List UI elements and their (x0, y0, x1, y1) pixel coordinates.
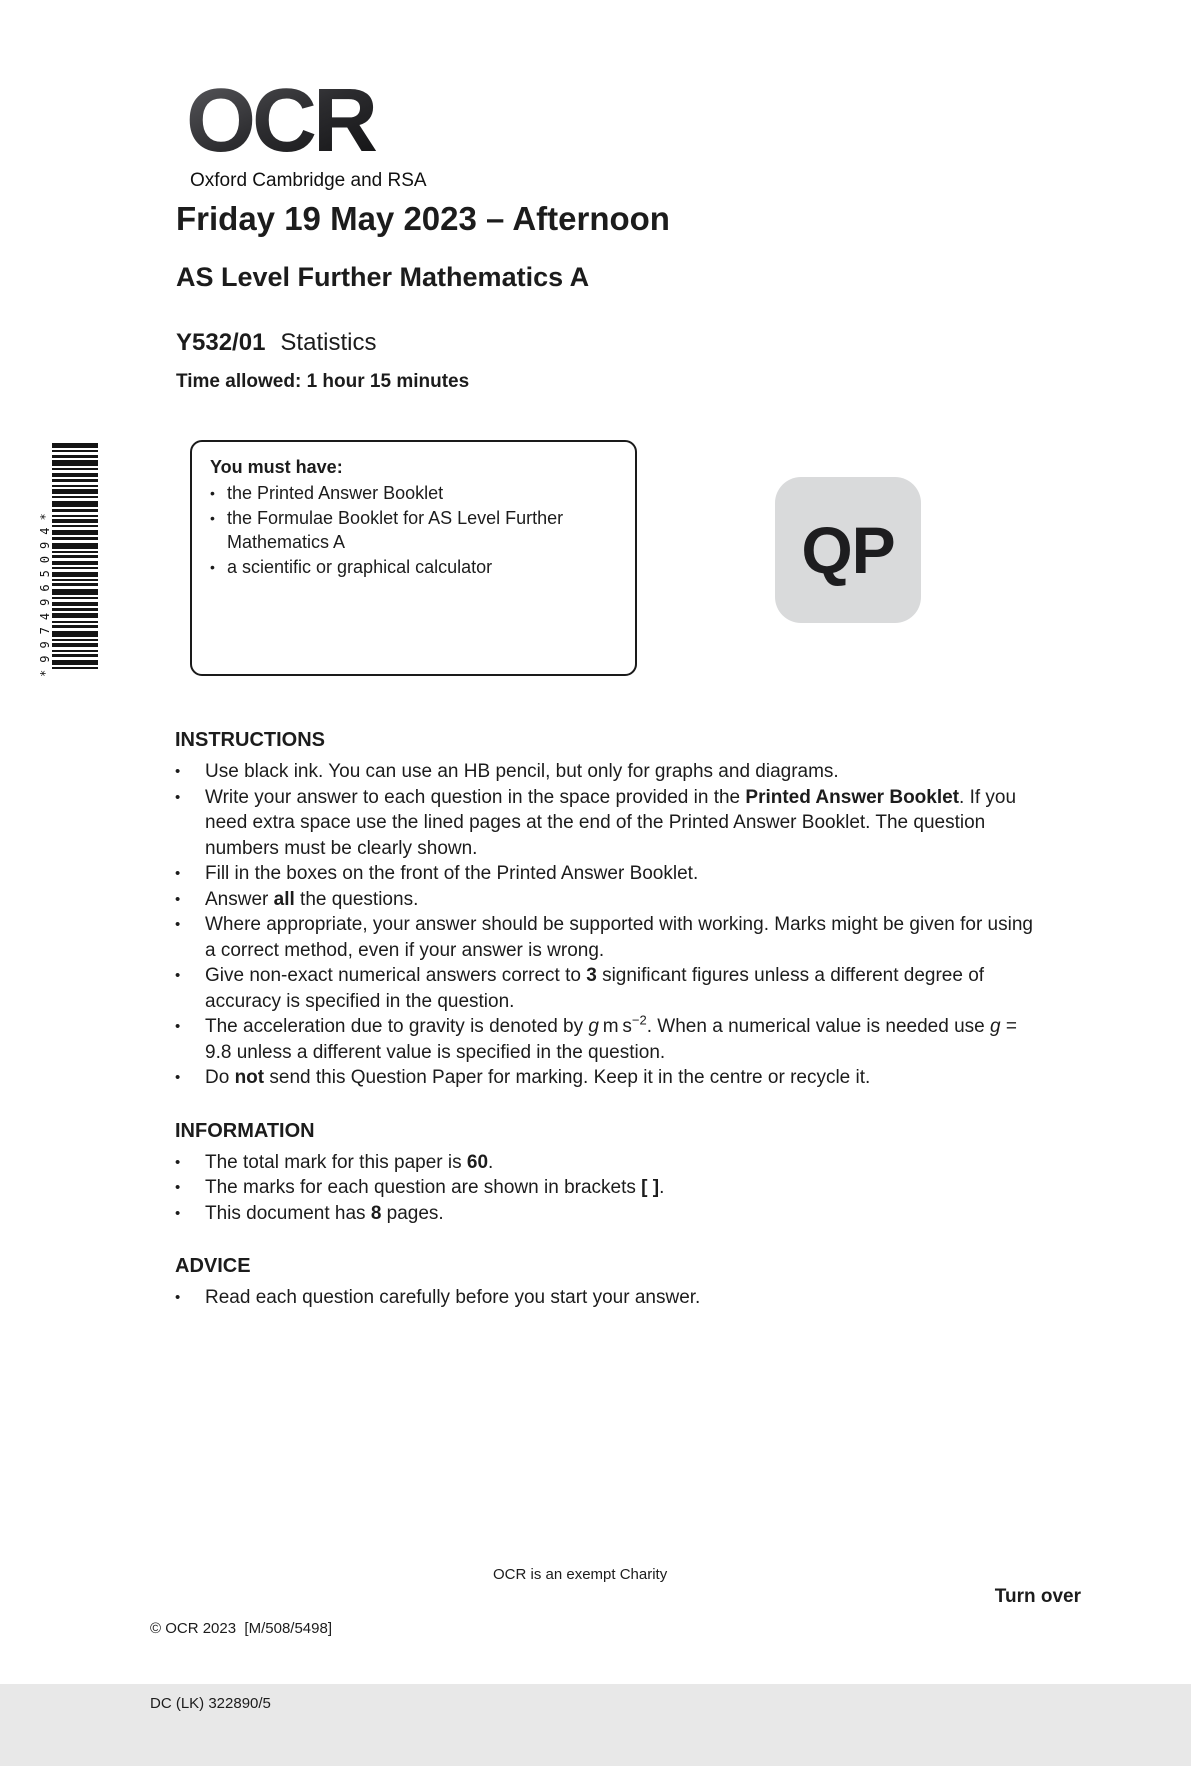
list-item-text: Do not send this Question Paper for marking. Keep it in the centre or recycle it. (205, 1067, 871, 1088)
barcode-bar (52, 515, 98, 517)
must-have-title: You must have: (210, 457, 343, 477)
barcode-bar (52, 555, 98, 558)
list-item (175, 887, 1043, 913)
section-instructions (175, 729, 1043, 1091)
must-have-item-text: a scientific or graphical calculator (227, 556, 493, 577)
barcode-label: *9974965094* (38, 506, 52, 677)
ocr-logo (186, 71, 427, 192)
bullet-icon: • (175, 1069, 181, 1086)
barcode-bar (52, 650, 98, 652)
must-have-item-text: the Formulae Booklet for AS Level Further Mathematics A (227, 507, 564, 552)
section-bullet-list (175, 1150, 1043, 1227)
barcode-bar (52, 621, 98, 623)
bullet-icon: • (175, 1179, 181, 1196)
barcode-bar (52, 602, 98, 606)
barcode-bar (52, 530, 98, 535)
list-item (175, 785, 1043, 862)
bullet-icon: • (210, 558, 215, 575)
list-item (175, 1285, 1043, 1311)
section-heading: INFORMATION (175, 1119, 315, 1142)
barcode-bar (52, 496, 98, 498)
ocr-logo-text: OCR (186, 76, 427, 166)
paper-line (176, 329, 376, 357)
barcode-bar (52, 519, 98, 523)
barcode-bars-icon (52, 443, 98, 677)
list-item (175, 1201, 1043, 1227)
bullet-icon: • (210, 485, 215, 501)
barcode-bar (52, 583, 98, 586)
list-item-text: The acceleration due to gravity is denoted by g m $s^{-2}$. When a numerical value is needed use g = 9.8 unless a different value is specified in the question. (205, 1012, 1017, 1063)
bullet-icon: • (175, 1153, 181, 1171)
barcode-bar (52, 468, 98, 470)
list-item-text: The marks for each question are shown in brackets [ ]. (205, 1177, 665, 1198)
footer-charity: OCR is an exempt Charity (493, 1566, 668, 1583)
section-bullet-list (175, 1285, 1043, 1311)
barcode-bar (52, 509, 98, 512)
barcode-bar (52, 485, 98, 487)
list-item (175, 963, 1043, 1014)
barcode-bar (52, 551, 98, 553)
bullet-icon: • (175, 788, 181, 806)
barcode-bar (52, 613, 98, 618)
paper-code: Y532/01 (176, 329, 266, 356)
list-item (175, 1014, 1043, 1065)
bullet-icon: • (175, 967, 181, 984)
barcode-bar (52, 639, 98, 641)
footer-copyright: © OCR 2023 [M/508/5498] (150, 1620, 332, 1637)
qp-badge (775, 477, 921, 623)
barcode-bar (52, 525, 98, 527)
list-item-text: The total mark for this paper is 60. (205, 1151, 494, 1173)
list-item-text: Fill in the boxes on the front of the Printed Answer Booklet. (205, 863, 699, 884)
bullet-icon: • (175, 1204, 181, 1222)
list-item-text: This document has 8 pages. (205, 1202, 444, 1224)
section-heading: ADVICE (175, 1255, 251, 1277)
content-sections (175, 729, 1043, 1340)
barcode-bar (52, 625, 98, 628)
barcode-bar (52, 479, 98, 482)
must-have-box (190, 440, 637, 676)
qp-badge-label: QP (801, 513, 895, 587)
barcode-bar (52, 608, 98, 611)
ocr-logo-tagline: Oxford Cambridge and RSA (190, 170, 427, 191)
barcode-bar (52, 654, 98, 657)
bullet-icon: • (210, 509, 215, 526)
bullet-icon: • (175, 916, 181, 933)
barcode-bar (52, 572, 98, 577)
paper-name: Statistics (280, 329, 377, 356)
section-heading: INSTRUCTIONS (175, 729, 325, 751)
exam-date-title: Friday 19 May 2023 – Afternoon (176, 200, 670, 237)
barcode-bar (52, 501, 98, 507)
barcode-bar (52, 543, 98, 549)
bullet-icon: • (175, 1018, 181, 1035)
list-item-text: Answer all the questions. (205, 888, 419, 910)
must-have-item (210, 555, 619, 580)
barcode-bar (52, 579, 98, 581)
barcode-bar (52, 455, 98, 458)
list-item (175, 759, 1043, 785)
bullet-icon: • (175, 1289, 181, 1306)
must-have-item (210, 481, 619, 506)
barcode-bar (52, 561, 98, 565)
list-item-text: Read each question carefully before you start your answer. (205, 1287, 701, 1308)
list-item-text: Where appropriate, your answer should be supported with working. Marks might be given for using a correct method, even if your answer is wrong. (205, 914, 1033, 961)
barcode-bar (52, 589, 98, 595)
barcode-bar (52, 643, 98, 647)
footer-dc-code: DC (LK) 322890/5 (150, 1695, 271, 1712)
barcode-bar (52, 667, 98, 669)
must-have-list (210, 481, 619, 579)
section-bullet-list (175, 759, 1043, 1091)
bullet-icon: • (175, 890, 181, 908)
list-item-text: Write your answer to each question in the space provided in the Printed Answer Booklet. If you need extra space use the lined pages at the end of the Printed Answer Booklet. The question numbers must be clearly shown. (205, 786, 1017, 859)
list-item (175, 1065, 1043, 1091)
barcode-bar (52, 567, 98, 569)
barcode (36, 443, 98, 677)
must-have-item-text: the Printed Answer Booklet (227, 483, 444, 503)
list-item (175, 1175, 1043, 1201)
barcode-bar (52, 450, 98, 452)
footer-imprint (150, 1566, 332, 1766)
turn-over-label: Turn over (994, 1586, 1081, 1607)
bullet-icon: • (175, 865, 181, 882)
barcode-bar (52, 460, 98, 466)
section-information (175, 1120, 1043, 1227)
barcode-bar (52, 473, 98, 477)
barcode-bar (52, 489, 98, 494)
time-allowed: Time allowed: 1 hour 15 minutes (176, 371, 470, 392)
barcode-bar (52, 660, 98, 665)
list-item-text: Give non-exact numerical answers correct to 3 significant figures unless a different degree of accuracy is specified in the question. (205, 965, 985, 1012)
qualification-title: AS Level Further Mathematics A (176, 262, 590, 292)
section-advice (175, 1255, 1043, 1311)
list-item (175, 861, 1043, 887)
barcode-bar (52, 443, 98, 448)
barcode-bar (52, 631, 98, 637)
must-have-item (210, 506, 619, 555)
list-item (175, 912, 1043, 963)
bullet-icon: • (175, 763, 181, 780)
list-item-text: Use black ink. You can use an HB pencil, but only for graphs and diagrams. (205, 761, 839, 782)
list-item (175, 1150, 1043, 1176)
barcode-bar (52, 537, 98, 540)
barcode-bar (52, 597, 98, 599)
